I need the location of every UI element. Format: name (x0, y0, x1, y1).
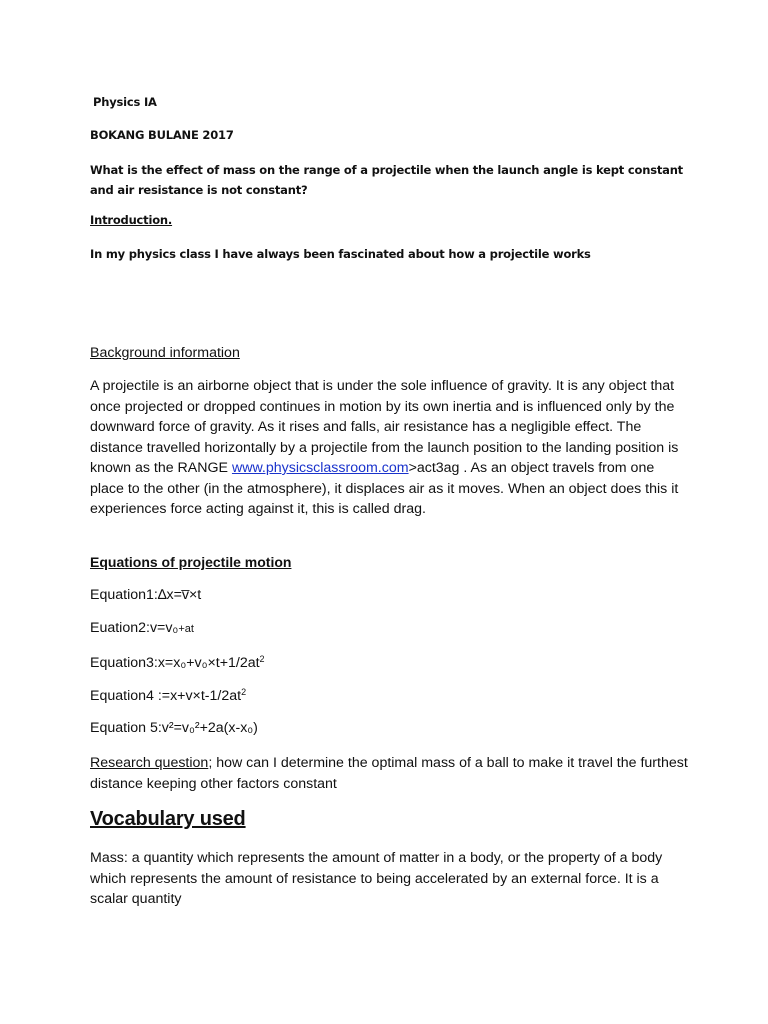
equation-2 (90, 620, 194, 636)
background-text: A projectile is an airborne object that is under the sole influence of gravity. It is any object that once projected or dropped continues in motion by its own inertia and is influenced only by the downward force of gravity. As it rises and falls, air resistance has a negligible effect. The distance travelled horizontally by a projectile from the launch position to the landing position is known as the RANGE (90, 378, 679, 476)
equation-4 (90, 687, 246, 704)
equation-2-term: +at (178, 623, 194, 635)
background-text-continued: >act3ag . As an object travels from one place to the other (in the atmosphere), it displaces air as it moves. When an object does this it experiences force acting against it, this is called drag. (90, 460, 679, 517)
vocabulary-heading: Vocabulary used (90, 808, 246, 830)
research-question-text: ; how can I determine the optimal mass of a ball to make it travel the furthest distance keeping other factors constant (90, 755, 688, 792)
equation-2-main: Euation2:v=v₀ (90, 620, 179, 636)
physicsclassroom-link[interactable]: www.physicsclassroom.com (231, 460, 409, 476)
equation-1: Equation1:∆x=v̅×t (90, 587, 202, 603)
introduction-text: In my physics class I have always been fascinated about how a projectile works (90, 247, 591, 261)
research-title-question: What is the effect of mass on the range of a projectile when the launch angle is kept constant and air resistance is not constant? (90, 163, 683, 197)
research-question-paragraph (90, 753, 690, 794)
equations-heading: Equations of projectile motion (90, 554, 292, 570)
equation-3 (90, 654, 265, 671)
background-paragraph (90, 376, 690, 520)
introduction-heading: Introduction. (90, 213, 173, 227)
background-heading: Background information (90, 345, 240, 361)
equation-5: Equation 5:v²=v₀²+2a(x-x₀) (90, 720, 258, 736)
equation-4-main: Equation4 :=x+v×t-1/2at (90, 688, 242, 704)
equation-3-main: Equation3:x=x₀+v₀×t+1/2at (90, 655, 260, 671)
equation-4-exponent: 2 (241, 687, 247, 697)
vocabulary-mass-definition: Mass: a quantity which represents the amount of matter in a body, or the property of a body which represents the amount of resistance to being accelerated by an external force. It is a scalar quantity (90, 850, 663, 907)
course-title: Physics IA (93, 95, 157, 109)
equation-3-exponent: 2 (259, 654, 265, 664)
research-question-label: Research question (90, 755, 209, 771)
author-year: BOKANG BULANE 2017 (90, 128, 234, 142)
